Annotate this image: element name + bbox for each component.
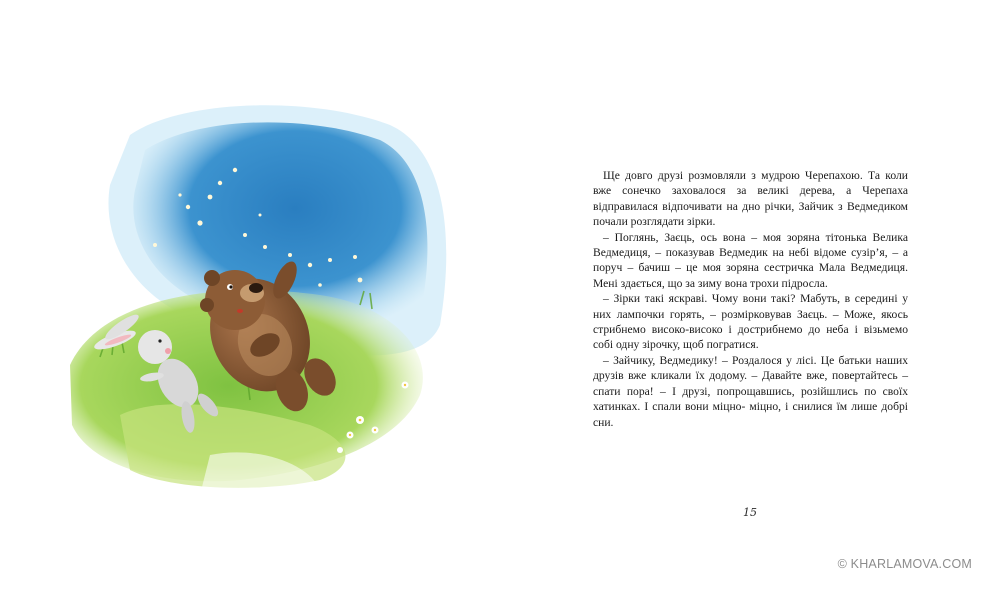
story-paragraph: – Поглянь, Заєць, ось вона – моя зоряна тітонька Велика Ведмедиця, – показував Ведмедик на небі відоме сузір’я, – а поруч – бачиш – це моя зоряна сестричка Мала Ведмедиця. Мені здається, що за зиму вона трохи підросла. — [593, 230, 908, 290]
star — [263, 245, 267, 249]
star — [353, 255, 357, 259]
story-paragraph: – Зірки такі яскраві. Чому вони такі? Мабуть, в середині у них лампочки горять, – розмірковував Заєць. – Може, якось стрибнемо високо-високо і дострибнемо до неба і візьмемо собі одну зірочку, щоб погратися. — [593, 292, 908, 352]
star — [243, 233, 247, 237]
star — [328, 258, 332, 262]
star — [153, 243, 157, 247]
daisy-flower — [337, 447, 343, 453]
story-paragraph: – Зайчику, Ведмедику! – Роздалося у лісі. Це батьки наших друзів вже кликали їх додому. – Давайте вже, повертайтесь – спати пора! – І друзі, попрощавшись, розійшлись по своїх хатинках. І спали вони міцно- міцно, і снилися їм лише добрі сни. — [593, 353, 908, 429]
bunny-head — [138, 330, 172, 364]
bear-ear — [200, 298, 214, 312]
star — [208, 195, 213, 200]
star — [186, 205, 190, 209]
star — [308, 263, 312, 267]
page-number: 15 — [743, 506, 757, 519]
watermark: © KHARLAMOVA.COM — [837, 557, 972, 571]
star — [218, 181, 222, 185]
star — [197, 220, 202, 225]
story-paragraph: Ще довго друзі розмовляли з мудрою Черепахою. Та коли вже сонечко заховалося за великі дерева, а Черепаха відправилася відпочивати на дно річки, Зайчик з Ведмедиком почали розглядати зірки. — [593, 169, 908, 229]
star — [233, 168, 237, 172]
star — [259, 214, 262, 217]
bear-nose — [249, 283, 263, 293]
star — [288, 253, 292, 257]
star — [318, 283, 322, 287]
story-text — [593, 168, 908, 430]
bunny-cheek — [165, 348, 171, 354]
star — [358, 278, 363, 283]
star — [178, 193, 181, 196]
bear-mouth — [237, 309, 243, 313]
bunny-eye — [158, 339, 161, 342]
illustration-bear-and-bunny — [60, 95, 460, 495]
bear-ear — [204, 270, 220, 286]
